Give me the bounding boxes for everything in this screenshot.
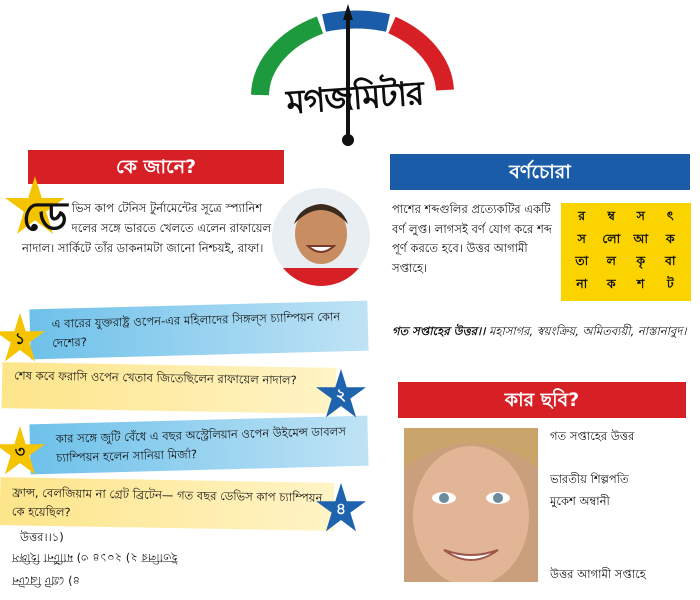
grid-cell: ট — [666, 275, 674, 291]
mystery-face-photo — [404, 428, 538, 582]
question-3: কার সঙ্গে জুটি বেঁধে এ বছর অস্ট্রেলিয়ান ওপেন উইমেন্স ডাবলস চ্যাম্পিয়ন হলেন সানিয়া মির্জা? — [29, 416, 368, 475]
answer-label: উত্তর।।১) — [20, 530, 64, 544]
letter-grid — [561, 203, 691, 301]
grid-cell: আ — [633, 230, 649, 246]
number-star-2-label: ২ — [335, 385, 347, 404]
number-star-2 — [315, 368, 367, 420]
number-star-1-label: ১ — [14, 329, 26, 348]
kar-prev-label: গত সপ্তাহের উত্তর — [550, 429, 635, 443]
grid-cell: ল — [606, 253, 616, 269]
grid-cell: তা — [575, 253, 589, 269]
kar-prev-answer-line1: ভারতীয় শিল্পপতি — [550, 472, 629, 486]
kar-chhobi-header: কার ছবি? — [398, 382, 686, 418]
intro-paragraph — [22, 194, 272, 258]
kar-next-label: উত্তর আগামী সপ্তাহে — [550, 567, 646, 581]
masthead — [220, 0, 480, 150]
last-week-answer-label: গত সপ্তাহের উত্তর।। — [392, 324, 486, 338]
number-star-3 — [0, 425, 46, 477]
grid-cell: ৎ — [666, 208, 674, 224]
grid-cell: কৃ — [636, 253, 646, 269]
last-week-answer — [392, 320, 692, 342]
number-star-4 — [315, 482, 367, 534]
question-1: এ বারের যুক্তরাষ্ট্র ওপেন-এর মহিলাদের সিঙ্গল্স চ্যাম্পিয়ন কোন দেশের? — [29, 301, 368, 360]
grid-cell: শ — [637, 275, 645, 291]
grid-cell: ক — [606, 275, 616, 291]
last-week-answer-text: মহাসাগর, স্বয়ংক্রিয়, অমিতব্যয়ী, নাস্তানাবুদ। — [488, 324, 687, 338]
barnachora-header: বর্ণচোরা — [390, 154, 690, 190]
grid-cell: র — [578, 208, 586, 224]
inverted-answer-1: ইতালির ২) ২০১৪ ৩) মার্টিনা হিঙ্গিস — [12, 551, 178, 565]
grid-cell: স — [577, 230, 586, 246]
kar-prev-answer-line2: মুকেশ অম্বানী — [550, 494, 610, 508]
kar-prev-answer — [550, 468, 690, 512]
kejane-header: কে জানে? — [28, 150, 284, 184]
grid-cell: লো — [602, 230, 621, 246]
grid-cell: না — [576, 275, 588, 291]
grid-cell: স — [636, 208, 645, 224]
grid-cell: বা — [664, 253, 676, 269]
nadal-photo — [272, 188, 370, 286]
masthead-title: মগজমিটার — [285, 73, 425, 122]
inverted-answer-2: ৪) গ্রেট ব্রিটেন — [12, 574, 81, 588]
grid-cell: ম্ব — [607, 208, 615, 224]
question-2: শেষ কবে ফরাসি ওপেন খেতাব জিতেছিলেন রাফায়েল নাদাল? — [2, 362, 337, 414]
intro-text: ভিস কাপ টেনিস টুর্নামেন্টের সূত্রে স্প্যানিশ দলের সঙ্গে ভারতে খেলতে এলেন রাফায়েল নাদাল। সার্কিটে তাঁর ডাকনামটা জানো নিশ্চয়ই, রাফা। — [22, 201, 272, 255]
grid-cell: ক — [665, 230, 675, 246]
number-star-1 — [0, 312, 46, 364]
question-4: ফ্রান্স, বেলজিয়াম না গ্রেট ব্রিটেন— গত বছর ডেভিস কাপ চ্যাম্পিয়ন কে হয়েছিল? — [0, 477, 334, 531]
number-star-3-label: ৩ — [14, 442, 26, 461]
barnachora-instructions: পাশের শব্দগুলির প্রত্যেকটির একটি বর্ণ লুপ্ত। লাগসই বর্ণ যোগ করে শব্দ পূর্ণ করতে হবে। উত্তর আগামী সপ্তাহে। — [392, 202, 552, 275]
dropcap: ডে — [22, 194, 68, 240]
number-star-4-label: ৪ — [335, 499, 347, 518]
